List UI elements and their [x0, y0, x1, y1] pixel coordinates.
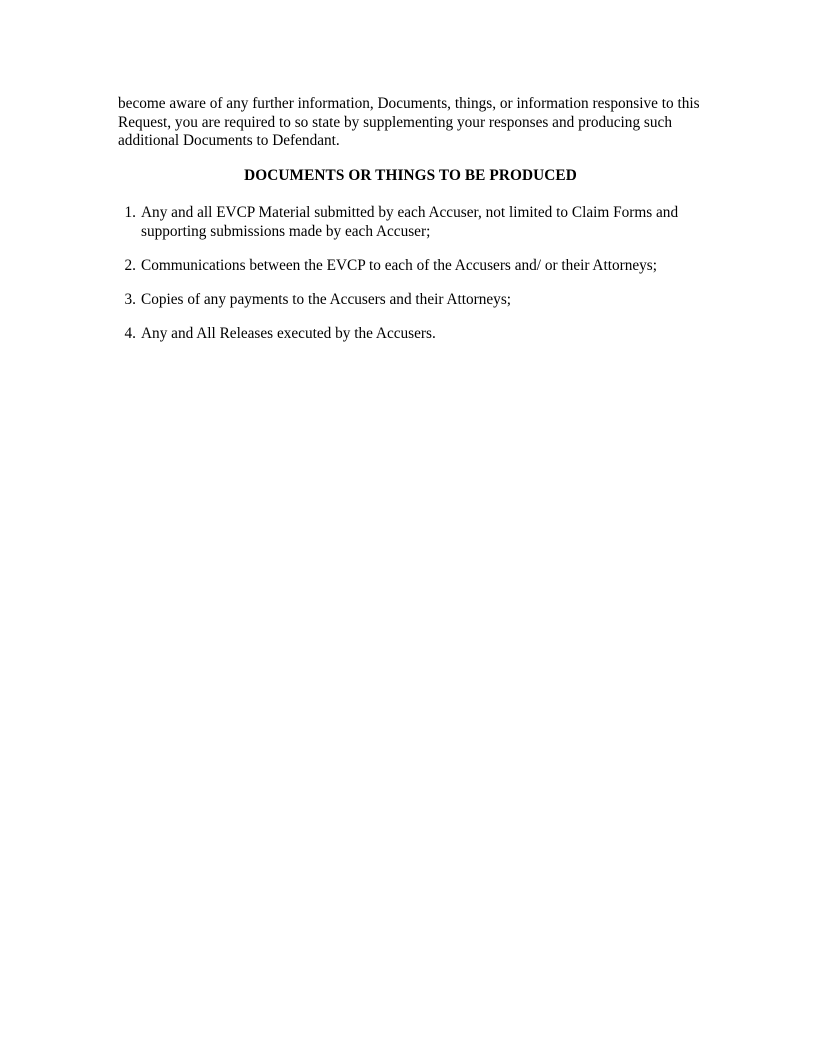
list-item-number: 2.: [124, 257, 136, 275]
list-item: [118, 204, 703, 241]
list-item-number: 1.: [124, 204, 136, 222]
continued-paragraph: become aware of any further information, Documents, things, or information responsive to this Request, you are required to so state by supplementing your responses and producing such additional Documents to Defendant.: [118, 95, 700, 150]
list-item: [118, 325, 703, 344]
section-heading: DOCUMENTS OR THINGS TO BE PRODUCED: [244, 166, 577, 184]
list-item-number: 4.: [124, 325, 136, 343]
list-item: [118, 257, 703, 276]
list-item: [118, 291, 703, 310]
list-item-text: Communications between the EVCP to each of the Accusers and/ or their Attorneys;: [141, 257, 658, 275]
list-item-text: Any and all EVCP Material submitted by each Accuser, not limited to Claim Forms and supporting submissions made by each Accuser;: [141, 204, 679, 240]
list-item-number: 3.: [124, 291, 136, 309]
document-body: [118, 95, 703, 359]
list-item-text: Any and All Releases executed by the Accusers.: [141, 325, 436, 343]
requests-list: [118, 204, 703, 343]
list-item-text: Copies of any payments to the Accusers and their Attorneys;: [141, 291, 512, 309]
